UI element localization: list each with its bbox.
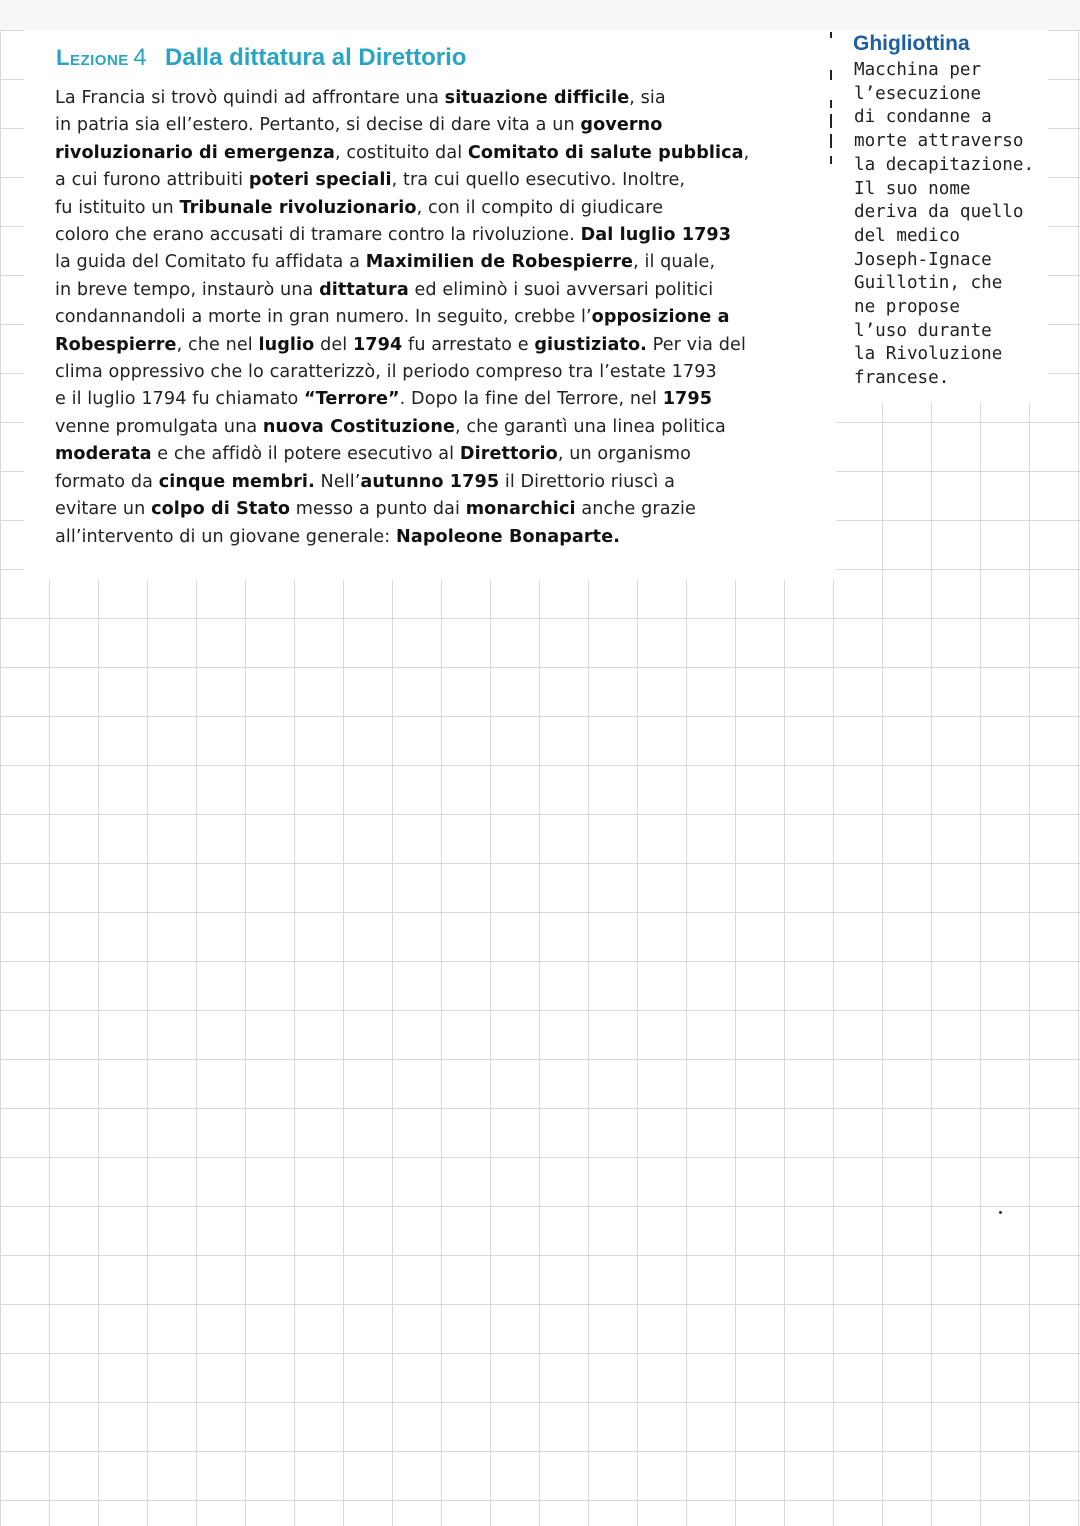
- top-margin-strip: [0, 0, 1080, 30]
- text-run: evitare un: [55, 499, 152, 520]
- text-run: , sia: [629, 88, 666, 108]
- body-line: [55, 332, 815, 359]
- bold-term: nuova Costituzione: [262, 416, 455, 437]
- glossary-definition-line: del medico: [854, 225, 960, 246]
- text-run: la guida del Comitato fu affidata a: [55, 252, 366, 273]
- bold-term: 1795: [662, 389, 713, 410]
- text-run: coloro che erano accusati di tramare contro la rivoluzione.: [55, 225, 581, 246]
- glossary-definition-line: l’esecuzione: [854, 83, 982, 104]
- bold-term: Tribunale rivoluzionario: [179, 197, 417, 218]
- bold-term: Dal luglio 1793: [580, 225, 732, 246]
- lesson-label: Lezione: [56, 45, 129, 70]
- body-line: [55, 496, 815, 523]
- glossary-definition-line: francese.: [854, 368, 950, 389]
- text-run: messo a punto dai: [290, 499, 466, 520]
- text-run: ed eliminò i suoi avversari politici: [408, 279, 714, 300]
- lesson-body-paragraph: [55, 85, 815, 551]
- body-line: [55, 140, 815, 167]
- text-run: venne promulgata una: [55, 416, 263, 437]
- body-line: [55, 524, 815, 551]
- glossary-definition-line: la Rivoluzione: [854, 344, 1003, 365]
- body-line: [55, 249, 815, 276]
- lesson-title: Dalla dittatura al Direttorio: [165, 44, 467, 71]
- text-run: a cui furono attribuiti: [55, 170, 249, 191]
- stray-dot: [999, 1211, 1002, 1214]
- bold-term: “Terrore”: [304, 389, 400, 410]
- text-run: ,: [743, 142, 750, 163]
- body-line: [55, 441, 815, 468]
- body-line: [55, 469, 815, 496]
- glossary-definition-line: l’uso durante: [854, 320, 992, 341]
- body-line: [55, 386, 815, 413]
- body-line: [55, 112, 815, 139]
- text-run: anche grazie: [575, 499, 696, 520]
- body-line: [55, 414, 815, 441]
- glossary-definition-line: deriva da quello: [854, 202, 1024, 223]
- text-run: in breve tempo, instaurò una: [55, 279, 320, 300]
- bold-term: dittatura: [319, 279, 409, 300]
- text-run: il Direttorio riuscì a: [499, 471, 675, 492]
- text-run: clima oppressivo che lo caratterizzò, il periodo compreso tra l’estate 1793: [55, 362, 717, 383]
- bold-term: luglio: [258, 334, 315, 355]
- text-run: La Francia si trovò quindi ad affrontare una: [55, 88, 445, 108]
- text-run: , con il compito di giudicare: [416, 197, 664, 218]
- body-line: [55, 277, 815, 304]
- glossary-definition-line: la decapitazione.: [854, 154, 1035, 175]
- body-line: [55, 167, 815, 194]
- text-run: in patria sia ell’estero. Pertanto, si decise di dare vita a un: [55, 115, 581, 136]
- bold-term: situazione difficile: [444, 88, 630, 108]
- text-run: all’intervento di un giovane generale:: [55, 526, 397, 547]
- glossary-definition-line: di condanne a: [854, 107, 992, 128]
- bold-term: opposizione a: [591, 307, 730, 328]
- glossary-definition-line: Joseph-Ignace: [854, 249, 992, 270]
- bold-term: moderata: [55, 444, 152, 465]
- lesson-heading: [56, 44, 466, 72]
- text-run: condannandoli a morte in gran numero. In seguito, crebbe l’: [55, 307, 592, 328]
- body-line: [55, 304, 815, 331]
- body-line: [55, 195, 815, 222]
- glossary-definition-line: Macchina per: [854, 60, 982, 80]
- text-run: , tra cui quello esecutivo. Inoltre,: [391, 170, 686, 191]
- body-line: [55, 85, 815, 112]
- glossary-definition: [854, 59, 1054, 391]
- text-run: , che nel: [176, 334, 259, 355]
- text-run: , costituito dal: [334, 142, 468, 163]
- margin-marks: [826, 30, 840, 170]
- glossary-definition-line: morte attraverso: [854, 131, 1024, 152]
- bold-term: Robespierre: [55, 334, 177, 355]
- lesson-number: 4: [133, 44, 147, 71]
- text-run: Per via del: [646, 334, 746, 355]
- text-run: fu istituito un: [55, 197, 180, 218]
- bold-term: autunno 1795: [360, 471, 500, 492]
- bold-term: cinque membri.: [158, 471, 315, 492]
- bold-term: governo: [580, 115, 663, 136]
- text-run: del: [314, 334, 353, 355]
- text-run: fu arrestato e: [402, 334, 535, 355]
- text-run: . Dopo la fine del Terrore, nel: [399, 389, 663, 410]
- glossary-term: Ghigliottina: [853, 32, 970, 55]
- text-run: , un organismo: [557, 444, 692, 465]
- bold-term: monarchici: [465, 499, 576, 520]
- bold-term: colpo di Stato: [151, 499, 291, 520]
- bold-term: Comitato di salute pubblica: [467, 142, 744, 163]
- bold-term: Direttorio: [459, 444, 558, 465]
- text-run: , che garantì una linea politica: [455, 416, 726, 437]
- text-run: e il luglio 1794 fu chiamato: [55, 389, 304, 410]
- glossary-definition-line: ne propose: [854, 297, 960, 318]
- bold-term: Napoleone Bonaparte.: [396, 526, 621, 547]
- glossary-definition-line: Il suo nome: [854, 178, 971, 199]
- bold-term: Maximilien de Robespierre: [365, 252, 634, 273]
- text-run: formato da: [55, 471, 159, 492]
- bold-term: giustiziato.: [534, 334, 647, 355]
- text-run: Nell’: [314, 471, 361, 492]
- glossary-definition-line: Guillotin, che: [854, 273, 1003, 294]
- body-line: [55, 222, 815, 249]
- bold-term: rivoluzionario di emergenza: [55, 142, 335, 163]
- bold-term: 1794: [352, 334, 403, 355]
- text-run: e che affidò il potere esecutivo al: [151, 444, 460, 465]
- text-run: , il quale,: [633, 252, 716, 273]
- body-line: [55, 359, 815, 386]
- bold-term: poteri speciali: [248, 170, 392, 191]
